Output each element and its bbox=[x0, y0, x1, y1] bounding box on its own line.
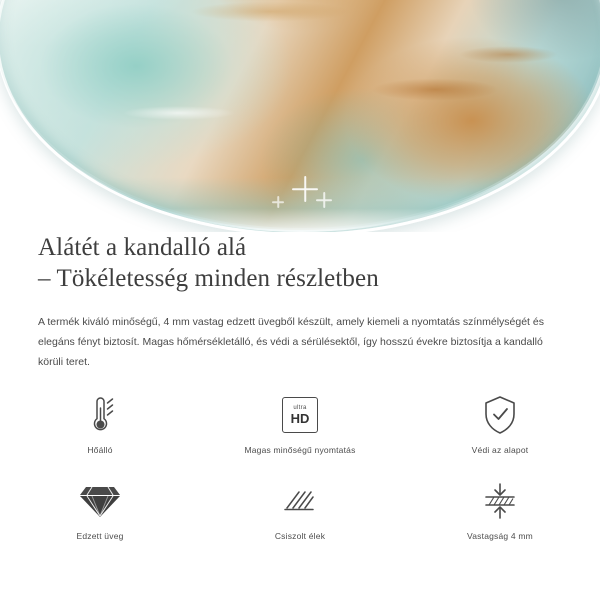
feature-thickness bbox=[400, 478, 600, 550]
body-paragraph: A termék kiváló minőségű, 4 mm vastag edzett üvegből készült, amely kiemeli a nyomtatás színmélységét és elegáns fényt biztosít. Magas hőmérsékletálló, és védi a sérülésektől, így hosszú évekre biztosítja a kandalló körüli teret. bbox=[38, 316, 544, 368]
feature-label: Vastagság 4 mm bbox=[467, 531, 533, 541]
diamond-icon bbox=[78, 478, 122, 524]
badge-main-text: HD bbox=[290, 411, 310, 426]
headline-line-1: Alátét a kandalló alá bbox=[38, 234, 247, 261]
hero-image-artwork bbox=[0, 0, 600, 230]
hero-image-veins bbox=[0, 0, 600, 230]
feature-label: Edzett üveg bbox=[76, 531, 124, 541]
text-content bbox=[0, 232, 600, 372]
feature-tempered-glass bbox=[0, 478, 200, 550]
feature-label: Csiszolt élek bbox=[274, 531, 326, 541]
thermometer-icon bbox=[83, 392, 117, 438]
feature-label: Hőálló bbox=[87, 445, 113, 455]
page-title bbox=[0, 232, 600, 294]
feature-heat-resistant bbox=[0, 392, 200, 464]
headline-line-2: – Tökéletesség minden részletben bbox=[38, 265, 379, 292]
polished-edges-icon bbox=[281, 478, 319, 524]
thickness-arrows-icon bbox=[478, 478, 522, 524]
badge-top-text: ultra bbox=[293, 405, 307, 411]
ultra-hd-badge-icon bbox=[282, 392, 318, 438]
feature-print-quality bbox=[200, 392, 400, 464]
feature-grid bbox=[0, 392, 600, 550]
feature-polished-edges bbox=[200, 478, 400, 550]
hero-image bbox=[0, 0, 600, 232]
feature-label: Magas minőségű nyomtatás bbox=[244, 445, 356, 455]
feature-surface-protection bbox=[400, 392, 600, 464]
shield-check-icon bbox=[482, 392, 518, 438]
feature-label: Védi az alapot bbox=[471, 445, 529, 455]
